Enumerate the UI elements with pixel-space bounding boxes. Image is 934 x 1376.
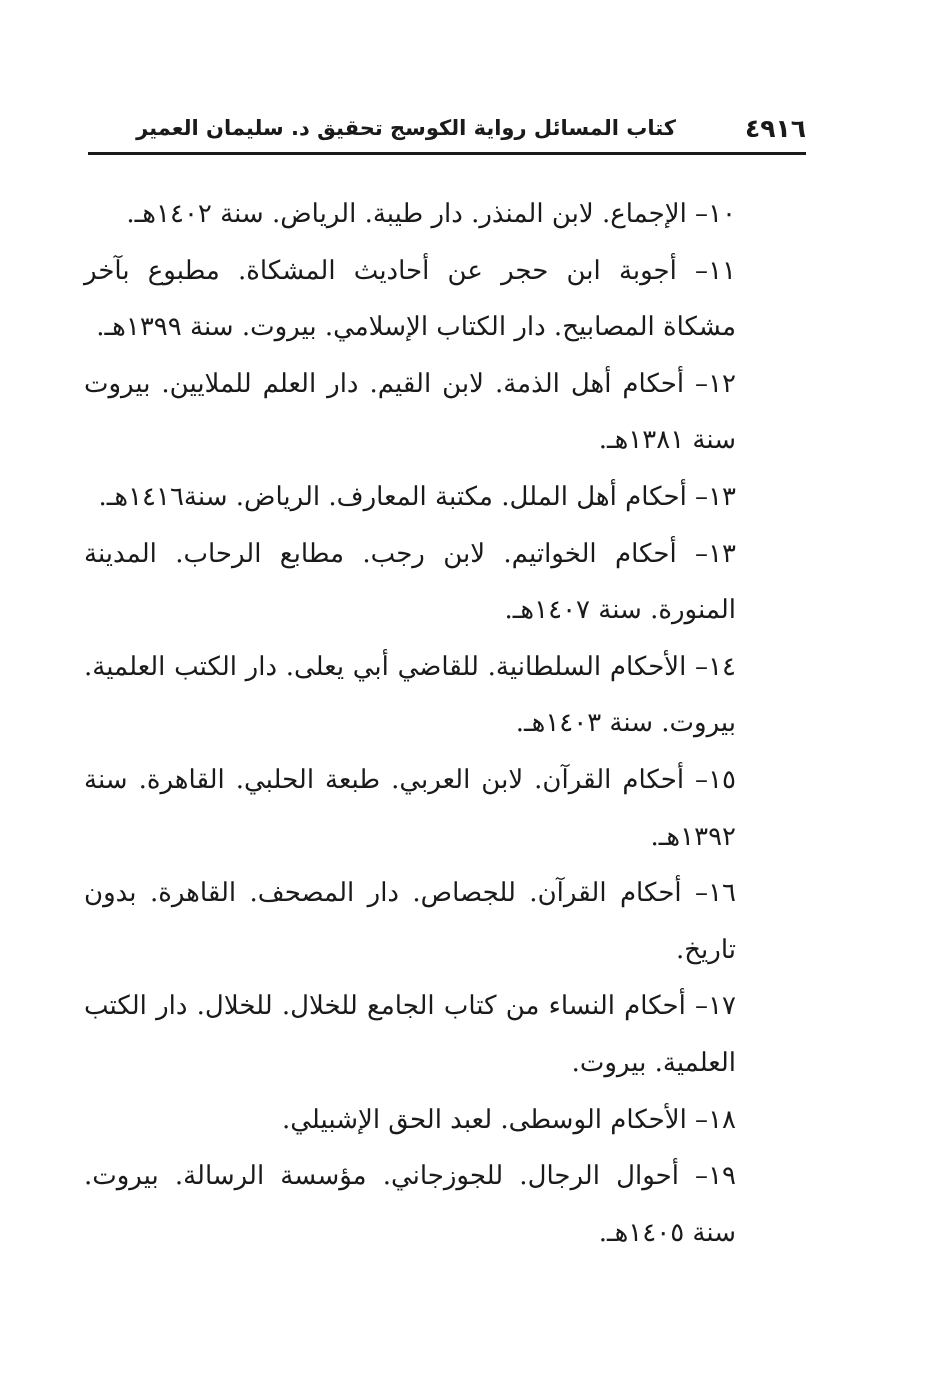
- bibliography-entry: ١٣– أحكام أهل الملل. مكتبة المعارف. الرياض. سنة١٤١٦هـ.: [98, 481, 736, 512]
- bibliography-entry: ١٧– أحكام النساء من كتاب الجامع للخلال. للخلال. دار الكتب العلمية. بيروت.: [84, 991, 736, 1078]
- bibliography-entry: ١٣– أحكام الخواتيم. لابن رجب. مطابع الرحاب. المدينة المنورة. سنة ١٤٠٧هـ.: [84, 538, 736, 626]
- bibliography-entry: ١٨– الأحكام الوسطى. لعبد الحق الإشبيلي.: [281, 1104, 736, 1135]
- bibliography-entry: ١٥– أحكام القرآن. لابن العربي. طبعة الحلبي. القاهرة. سنة ١٣٩٢هـ.: [84, 764, 736, 852]
- bibliography-entry: ١٠– الإجماع. لابن المنذر. دار طيبة. الرياض. سنة ١٤٠٢هـ.: [126, 199, 736, 229]
- bibliography-entry: ١٩– أحوال الرجال. للجوزجاني. مؤسسة الرسالة. بيروت. سنة ١٤٠٥هـ.: [84, 1161, 736, 1248]
- running-header: [88, 112, 806, 155]
- bibliography-entry: ١٢– أحكام أهل الذمة. لابن القيم. دار العلم للملايين. بيروت سنة ١٣٨١هـ.: [84, 368, 736, 456]
- page-number: ٤٩١٦: [744, 114, 806, 143]
- bibliography-entry: ١٤– الأحكام السلطانية. للقاضي أبي يعلى. دار الكتب العلمية. بيروت. سنة ١٤٠٣هـ.: [84, 651, 736, 739]
- header-title: كتاب المسائل رواية الكوسج تحقيق د. سليمان العمير: [136, 116, 676, 140]
- bibliography-entry: ١٦– أحكام القرآن. للجصاص. دار المصحف. القاهرة. بدون تاريخ.: [84, 878, 736, 965]
- bibliography-entry: ١١– أجوبة ابن حجر عن أحاديث المشكاة. مطبوع بآخر مشكاة المصابيح. دار الكتاب الإسلامي. بيروت. سنة ١٣٩٩هـ.: [84, 255, 736, 343]
- bibliography-list: [84, 186, 736, 1261]
